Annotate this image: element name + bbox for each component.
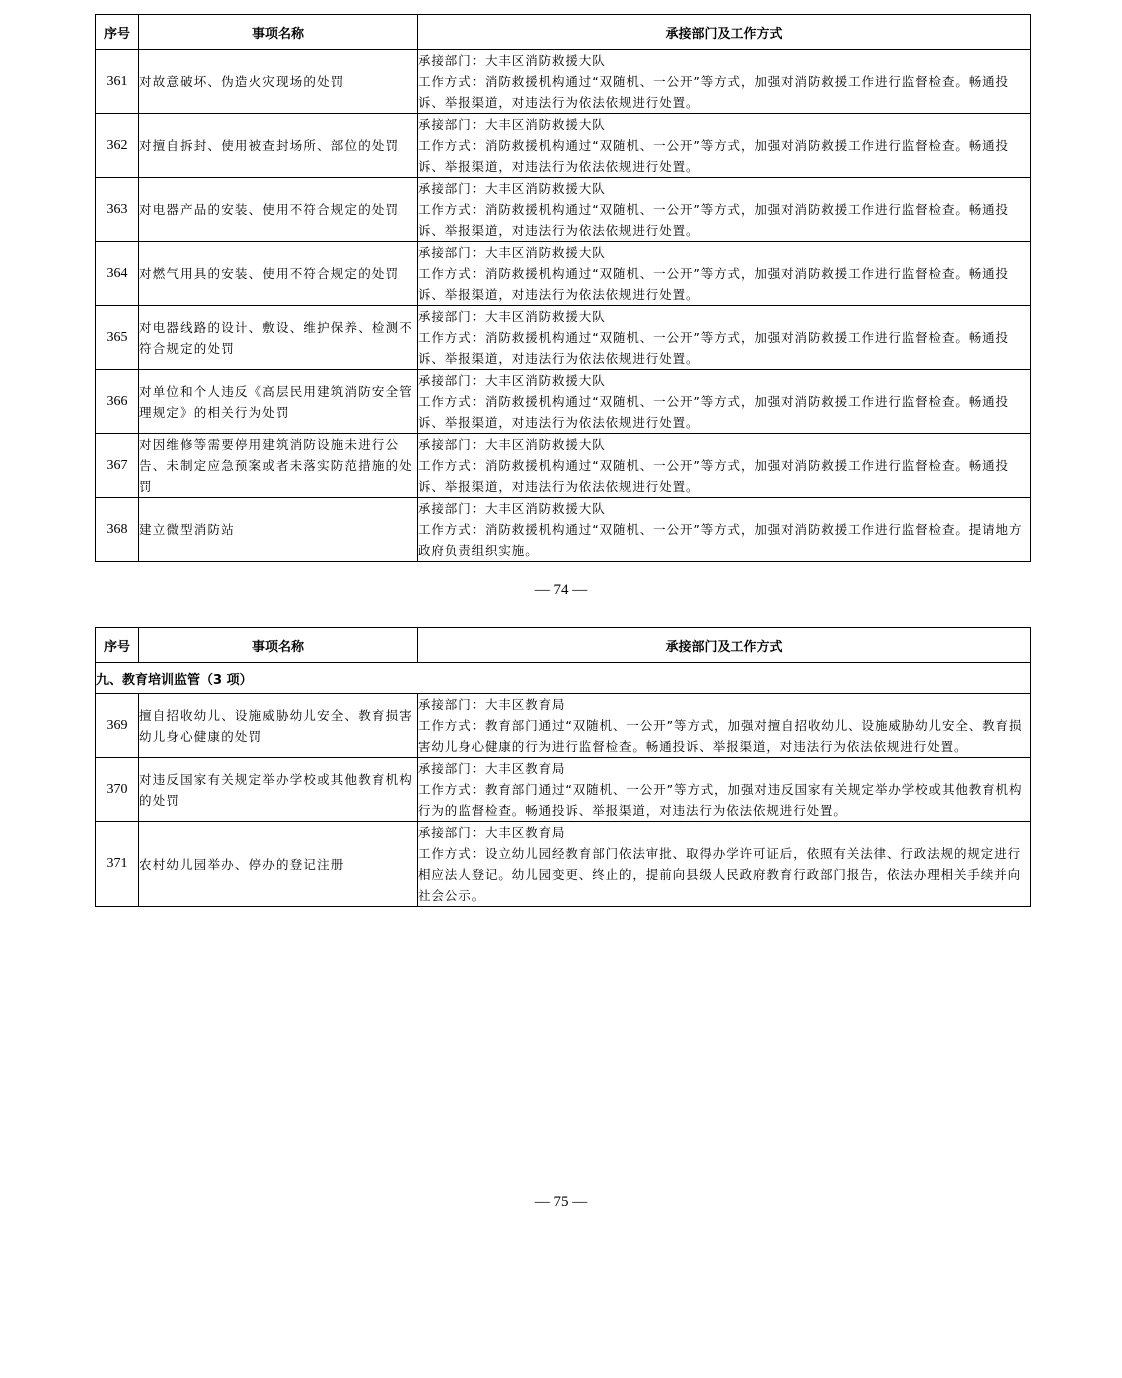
row-dept [418, 178, 1031, 242]
row-dept [418, 694, 1031, 758]
method-text: 工作方式：消防救援机构通过“双随机、一公开”等方式，加强对消防救援工作进行监督检查。畅通投诉、举报渠道，对违法行为依法依规进行处置。 [418, 330, 1009, 366]
page-number: — 75 — [534, 1194, 588, 1210]
row-no: 365 [96, 306, 139, 370]
table-row [96, 758, 1031, 822]
header-no: 序号 [96, 15, 139, 50]
section-row [96, 663, 1031, 694]
row-name: 对擅自拆封、使用被查封场所、部位的处罚 [139, 114, 418, 178]
method-text: 工作方式：消防救援机构通过“双随机、一公开”等方式，加强对消防救援工作进行监督检查。畅通投诉、举报渠道，对违法行为依法依规进行处置。 [418, 458, 1009, 494]
header-name: 事项名称 [139, 15, 418, 50]
method-text: 工作方式：消防救援机构通过“双随机、一公开”等方式，加强对消防救援工作进行监督检查。畅通投诉、举报渠道，对违法行为依法依规进行处置。 [418, 266, 1009, 302]
method-text: 工作方式：设立幼儿园经教育部门依法审批、取得办学许可证后，依照有关法律、行政法规的规定进行相应法人登记。幼儿园变更、终止的，提前向县级人民政府教育行政部门报告，依法办理相关手续并向社会公示。 [418, 846, 1022, 903]
row-no: 366 [96, 370, 139, 434]
row-no: 368 [96, 498, 139, 562]
method-text: 工作方式：消防救援机构通过“双随机、一公开”等方式，加强对消防救援工作进行监督检查。提请地方政府负责组织实施。 [418, 522, 1023, 558]
table-header-row [96, 628, 1031, 663]
row-dept [418, 50, 1031, 114]
table-row [96, 50, 1031, 114]
dept-line: 承接部门：大丰区消防救援大队 [418, 437, 606, 452]
dept-line: 承接部门：大丰区消防救援大队 [418, 53, 606, 68]
row-dept [418, 758, 1031, 822]
table-row [96, 822, 1031, 907]
dept-line: 承接部门：大丰区教育局 [418, 825, 566, 840]
row-no: 361 [96, 50, 139, 114]
table-page-75 [95, 627, 1031, 907]
table-row [96, 178, 1031, 242]
header-dept: 承接部门及工作方式 [418, 628, 1031, 663]
row-no: 363 [96, 178, 139, 242]
dept-line: 承接部门：大丰区消防救援大队 [418, 117, 606, 132]
header-name: 事项名称 [139, 628, 418, 663]
dept-line: 承接部门：大丰区消防救援大队 [418, 309, 606, 324]
row-name: 对违反国家有关规定举办学校或其他教育机构的处罚 [139, 758, 418, 822]
row-no: 364 [96, 242, 139, 306]
row-no: 371 [96, 822, 139, 907]
section-title: 九、教育培训监管（3 项） [96, 663, 1031, 694]
row-name: 对故意破坏、伪造火灾现场的处罚 [139, 50, 418, 114]
row-dept [418, 114, 1031, 178]
method-text: 工作方式：消防救援机构通过“双随机、一公开”等方式，加强对消防救援工作进行监督检查。畅通投诉、举报渠道，对违法行为依法依规进行处置。 [418, 138, 1009, 174]
row-name: 对燃气用具的安装、使用不符合规定的处罚 [139, 242, 418, 306]
row-dept [418, 822, 1031, 907]
row-name: 对电器线路的设计、敷设、维护保养、检测不符合规定的处罚 [139, 306, 418, 370]
dept-line: 承接部门：大丰区教育局 [418, 697, 566, 712]
table-row [96, 498, 1031, 562]
table-page-74 [95, 14, 1031, 562]
row-name: 对单位和个人违反《高层民用建筑消防安全管理规定》的相关行为处罚 [139, 370, 418, 434]
row-no: 370 [96, 758, 139, 822]
method-text: 工作方式：教育部门通过“双随机、一公开”等方式，加强对擅自招收幼儿、设施威胁幼儿安全、教育损害幼儿身心健康的行为进行监督检查。畅通投诉、举报渠道，对违法行为依法依规进行处置。 [418, 718, 1023, 754]
row-no: 367 [96, 434, 139, 498]
method-text: 工作方式：教育部门通过“双随机、一公开”等方式，加强对违反国家有关规定举办学校或其他教育机构行为的监督检查。畅通投诉、举报渠道，对违法行为依法依规进行处置。 [418, 782, 1023, 818]
row-dept [418, 370, 1031, 434]
header-no: 序号 [96, 628, 139, 663]
dept-line: 承接部门：大丰区消防救援大队 [418, 501, 606, 516]
row-dept [418, 434, 1031, 498]
row-name: 建立微型消防站 [139, 498, 418, 562]
table-header-row [96, 15, 1031, 50]
method-text: 工作方式：消防救援机构通过“双随机、一公开”等方式，加强对消防救援工作进行监督检查。畅通投诉、举报渠道，对违法行为依法依规进行处置。 [418, 394, 1009, 430]
table-row [96, 306, 1031, 370]
table-row [96, 114, 1031, 178]
table-row [96, 242, 1031, 306]
row-no: 362 [96, 114, 139, 178]
row-name: 擅自招收幼儿、设施威胁幼儿安全、教育损害幼儿身心健康的处罚 [139, 694, 418, 758]
row-name: 对电器产品的安装、使用不符合规定的处罚 [139, 178, 418, 242]
page-number: — 74 — [534, 582, 588, 598]
row-dept [418, 498, 1031, 562]
header-dept: 承接部门及工作方式 [418, 15, 1031, 50]
method-text: 工作方式：消防救援机构通过“双随机、一公开”等方式，加强对消防救援工作进行监督检查。畅通投诉、举报渠道，对违法行为依法依规进行处置。 [418, 202, 1009, 238]
dept-line: 承接部门：大丰区消防救援大队 [418, 245, 606, 260]
row-name: 对因维修等需要停用建筑消防设施未进行公告、未制定应急预案或者未落实防范措施的处罚 [139, 434, 418, 498]
dept-line: 承接部门：大丰区教育局 [418, 761, 566, 776]
row-no: 369 [96, 694, 139, 758]
dept-line: 承接部门：大丰区消防救援大队 [418, 373, 606, 388]
method-text: 工作方式：消防救援机构通过“双随机、一公开”等方式，加强对消防救援工作进行监督检查。畅通投诉、举报渠道，对违法行为依法依规进行处置。 [418, 74, 1009, 110]
table-row [96, 434, 1031, 498]
row-dept [418, 306, 1031, 370]
table-row [96, 370, 1031, 434]
table-row [96, 694, 1031, 758]
row-name: 农村幼儿园举办、停办的登记注册 [139, 822, 418, 907]
row-dept [418, 242, 1031, 306]
dept-line: 承接部门：大丰区消防救援大队 [418, 181, 606, 196]
